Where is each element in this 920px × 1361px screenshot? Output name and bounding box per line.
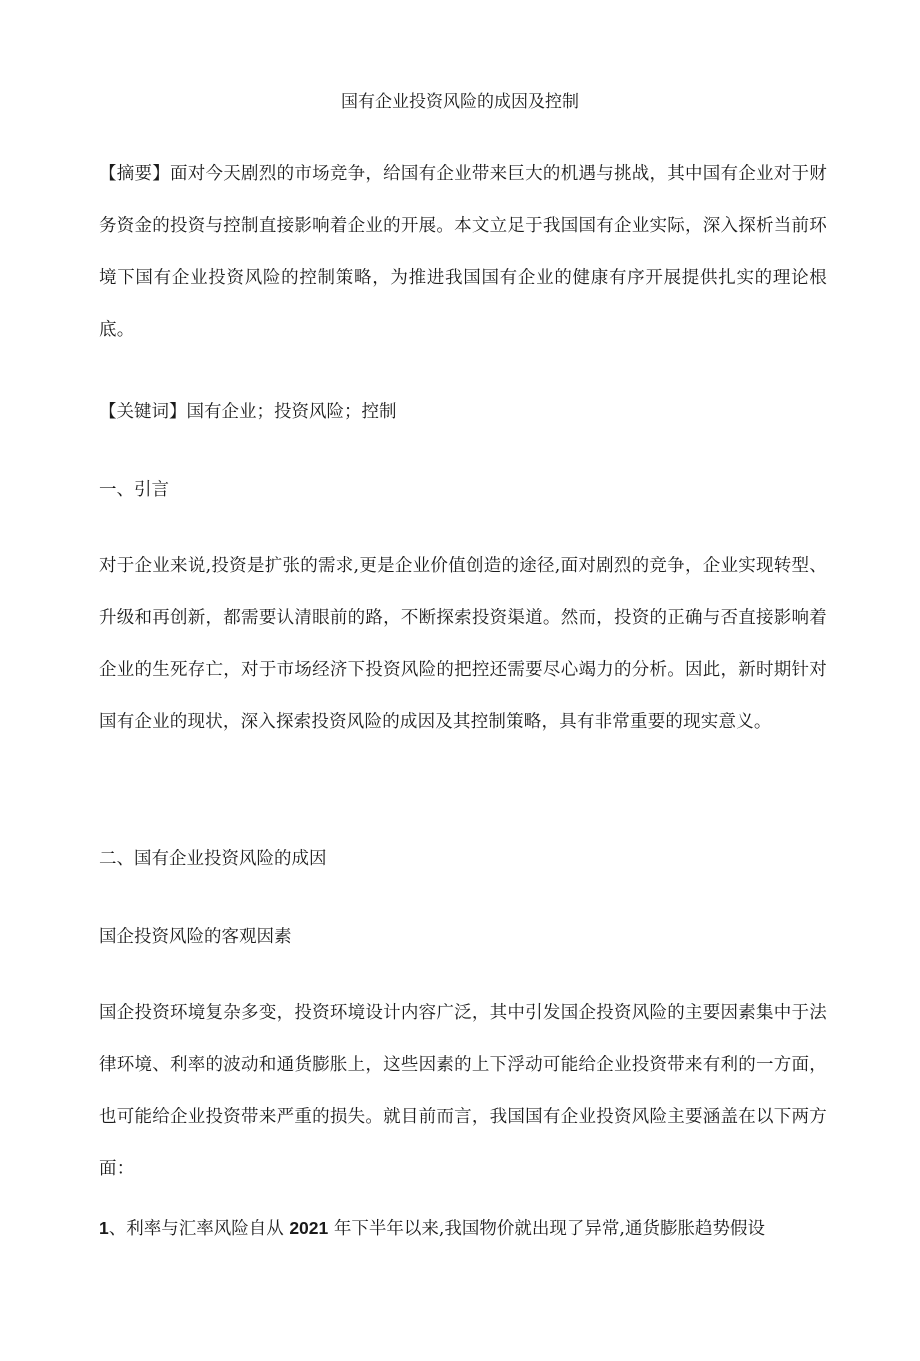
list-item-1-text-a: 、利率与汇率风险自从 (108, 1219, 284, 1239)
section-2-heading: 二、国有企业投资风险的成因 (99, 849, 327, 869)
list-item-1-text-b: 年下半年以来,我国物价就出现了异常,通货膨胀趋势假设 (333, 1219, 765, 1239)
abstract-paragraph: 【摘要】面对今天剧烈的市场竞争，给国有企业带来巨大的机遇与挑战，其中国有企业对于财务资金的投资与控制直接影响着企业的开展。本文立足于我国国有企业实际，深入探析当前环境下国有企业投资风险的控制策略，为推进我国国有企业的健康有序开展提供扎实的理论根底。 (99, 164, 827, 340)
section-1-heading: 一、引言 (99, 480, 169, 500)
list-item-1-number: 1 (99, 1218, 109, 1238)
subsection-body: 国企投资环境复杂多变，投资环境设计内容广泛，其中引发国企投资风险的主要因素集中于法律环境、利率的波动和通货膨胀上，这些因素的上下浮动可能给企业投资带来有利的一方面，也可能给企业投资带来严重的损失。就目前而言，我国国有企业投资风险主要涵盖在以下两方面： (99, 1003, 827, 1179)
list-item-1 (99, 1214, 765, 1243)
keywords-line: 【关键词】国有企业；投资风险；控制 (99, 402, 397, 422)
subsection-heading: 国企投资风险的客观因素 (99, 927, 292, 947)
section-1-body: 对于企业来说,投资是扩张的需求,更是企业价值创造的途径,面对剧烈的竞争，企业实现转型、升级和再创新，都需要认清眼前的路，不断探索投资渠道。然而，投资的正确与否直接影响着企业的生死存亡，对于市场经济下投资风险的把控还需要尽心竭力的分析。因此，新时期针对国有企业的现状，深入探索投资风险的成因及其控制策略，具有非常重要的现实意义。 (99, 556, 827, 732)
document-title: 国有企业投资风险的成因及控制 (341, 92, 579, 112)
list-item-1-year: 2021 (289, 1218, 329, 1238)
